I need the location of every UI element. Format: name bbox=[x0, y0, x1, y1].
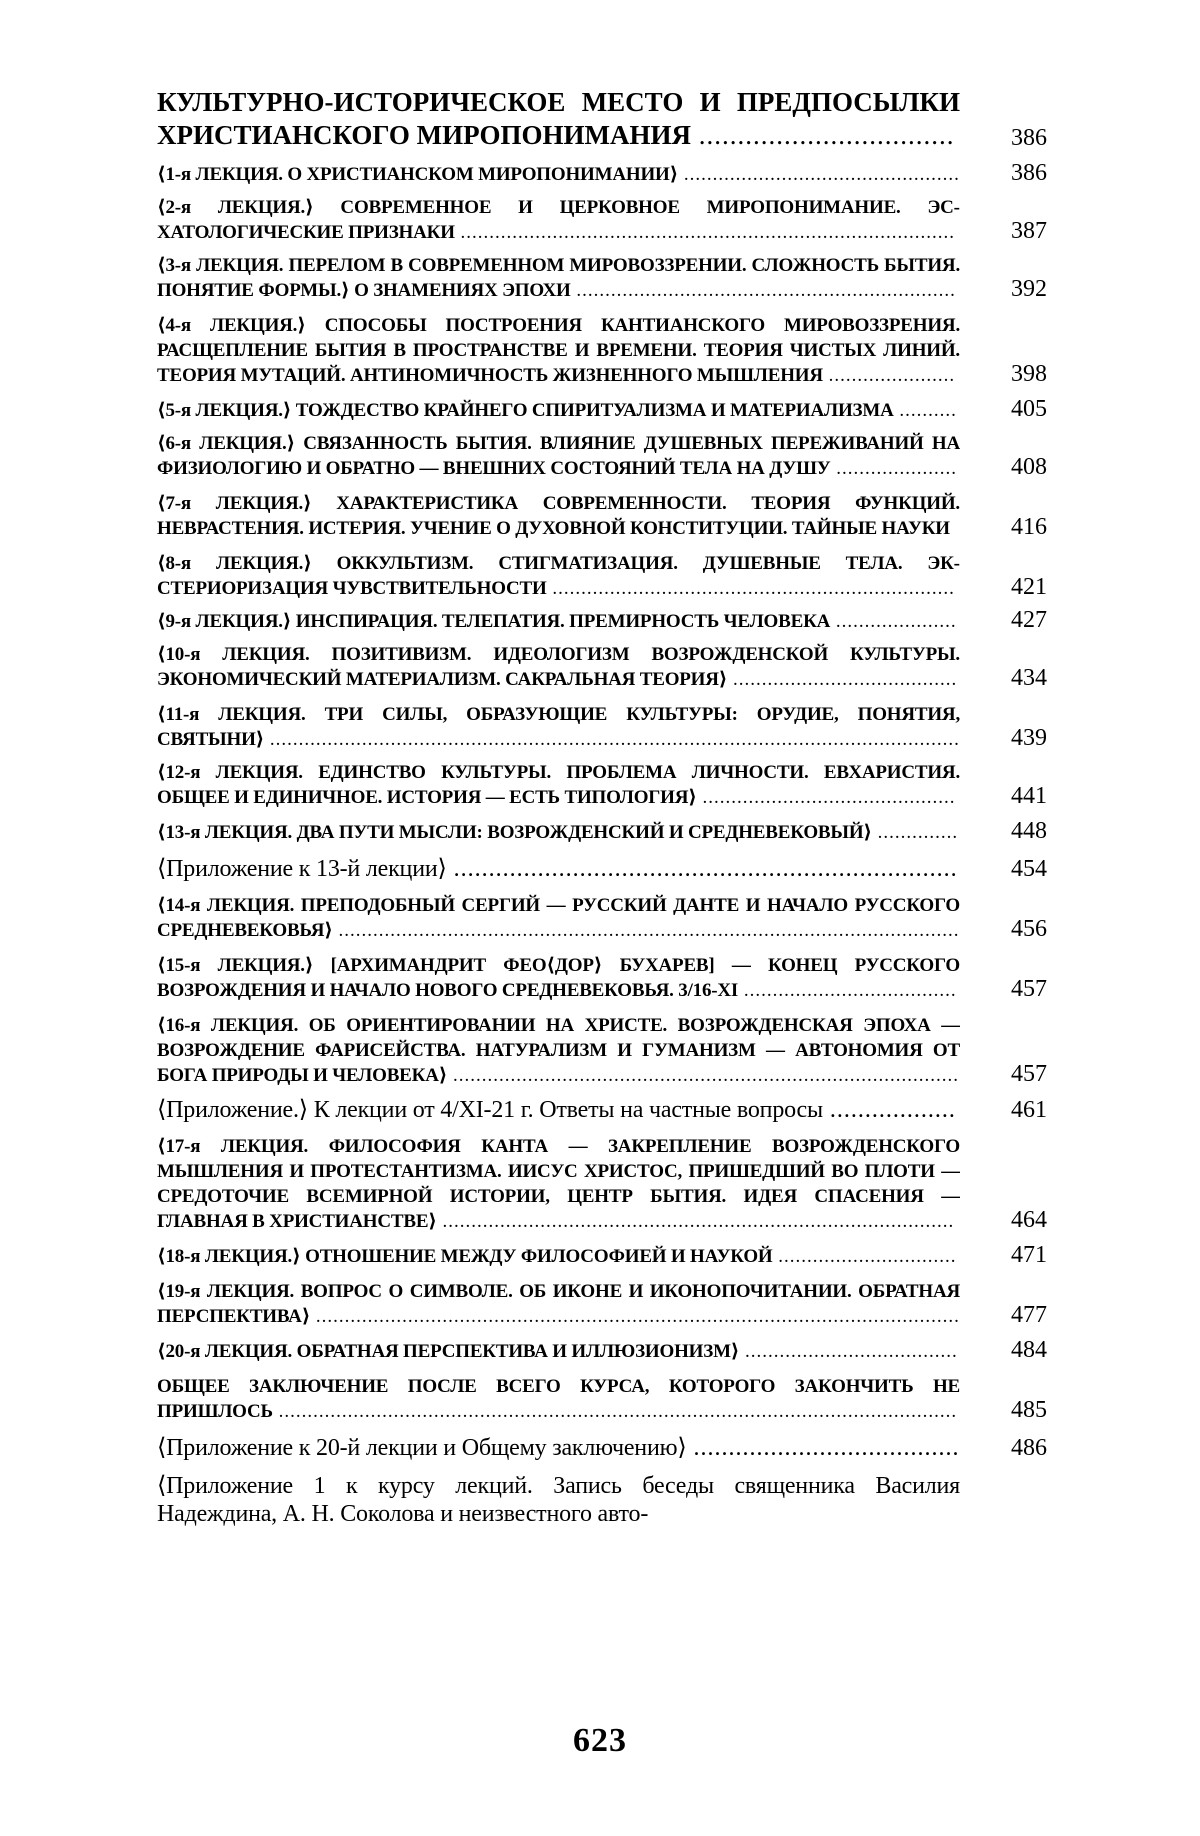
toc-page-number: 448 bbox=[1011, 818, 1047, 844]
toc-entry bbox=[157, 855, 1047, 883]
toc-entry-title: ⟨2-я ЛЕКЦИЯ.⟩ СОВРЕМЕННОЕ И ЦЕРКОВНОЕ МИРОПОНИМАНИЕ. ЭСХАТОЛОГИЧЕСКИЕ ПРИЗНАКИ ...................................................................................... bbox=[157, 197, 960, 243]
toc-leader-dots: ............................... bbox=[772, 1246, 957, 1267]
toc-entry-title: ⟨14-я ЛЕКЦИЯ. ПРЕПОДОБНЫЙ СЕРГИЙ — РУССКИЙ ДАНТЕ И НАЧАЛО РУССКОГО СРЕДНЕВЕКОВЬЯ⟩ ............................................................................................................ bbox=[157, 895, 960, 941]
toc-entry-title: КУЛЬТУРНО-ИСТОРИЧЕСКОЕ МЕСТО И ПРЕДПОСЫЛКИ ХРИСТИАНСКОГО МИРОПОНИМАНИЯ ................................. bbox=[157, 87, 960, 150]
toc-leader-dots: ....................................... bbox=[727, 669, 958, 690]
toc-entry-title: ⟨20-я ЛЕКЦИЯ. ОБРАТНАЯ ПЕРСПЕКТИВА И ИЛЛЮЗИОНИЗМ⟩ ..................................... bbox=[157, 1341, 958, 1362]
toc-entry bbox=[157, 398, 1047, 423]
toc-leader-dots: .............. bbox=[871, 822, 959, 843]
toc-page-number: 477 bbox=[1011, 1302, 1047, 1328]
toc-entry bbox=[157, 195, 1047, 245]
toc-entry bbox=[157, 609, 1047, 634]
toc-section-heading bbox=[157, 86, 1047, 152]
toc-entry bbox=[157, 431, 1047, 481]
toc-entry bbox=[157, 1434, 1047, 1462]
toc-leader-dots: ...................................... bbox=[686, 1435, 960, 1461]
toc-entry-title: ⟨16-я ЛЕКЦИЯ. ОБ ОРИЕНТИРОВАНИИ НА ХРИСТЕ. ВОЗРОЖДЕНСКАЯ ЭПОХА — ВОЗРОЖДЕНИЕ ФАРИСЕЙСТВА. НАТУРАЛИЗМ И ГУМАНИЗМ — АВТОНОМИЯ ОТ БОГА ПРИРОДЫ И ЧЕЛОВЕКА⟩ ........................................................................................ bbox=[157, 1015, 960, 1086]
toc-entry-title: ⟨9-я ЛЕКЦИЯ.⟩ ИНСПИРАЦИЯ. ТЕЛЕПАТИЯ. ПРЕМИРНОСТЬ ЧЕЛОВЕКА ..................... bbox=[157, 611, 957, 632]
toc-entry bbox=[157, 491, 1047, 541]
toc-page-number: 457 bbox=[1011, 1061, 1047, 1087]
toc-leader-dots: ................................................................................................................ bbox=[310, 1306, 960, 1327]
toc-entry-title: ⟨1-я ЛЕКЦИЯ. О ХРИСТИАНСКОМ МИРОПОНИМАНИИ⟩ ................................................ bbox=[157, 164, 960, 185]
toc-entry bbox=[157, 760, 1047, 810]
toc-entry-title: ⟨8-я ЛЕКЦИЯ.⟩ ОККУЛЬТИЗМ. СТИГМАТИЗАЦИЯ. ДУШЕВНЫЕ ТЕЛА. ЭКСТЕРИОРИЗАЦИЯ ЧУВСТВИТЕЛЬНОСТИ ...................................................................... bbox=[157, 553, 960, 599]
toc-entry bbox=[157, 1244, 1047, 1269]
toc-leader-dots: ...................... bbox=[822, 365, 956, 386]
toc-entry-title: ⟨Приложение к 13-й лекции⟩ ........................................................................ bbox=[157, 856, 958, 882]
toc-entry bbox=[157, 1374, 1047, 1424]
toc-page-number: 408 bbox=[1011, 454, 1047, 480]
toc-leader-dots: ..................................... bbox=[739, 1341, 958, 1362]
toc-entry bbox=[157, 642, 1047, 692]
toc-entry bbox=[157, 162, 1047, 187]
toc-page-number: 457 bbox=[1011, 976, 1047, 1002]
toc-page-number: 441 bbox=[1011, 783, 1047, 809]
toc-leader-dots: ................................................ bbox=[678, 164, 960, 185]
toc-entry-title: ⟨3-я ЛЕКЦИЯ. ПЕРЕЛОМ В СОВРЕМЕННОМ МИРОВОЗЗРЕНИИ. СЛОЖНОСТЬ БЫТИЯ. ПОНЯТИЕ ФОРМЫ.⟩ О ЗНАМЕНИЯХ ЭПОХИ .................................................................. bbox=[157, 255, 960, 301]
toc-page-number: 427 bbox=[1011, 607, 1047, 633]
page-number: 623 bbox=[573, 1722, 627, 1759]
toc-page-number: 434 bbox=[1011, 665, 1047, 691]
toc-entry-title: ⟨18-я ЛЕКЦИЯ.⟩ ОТНОШЕНИЕ МЕЖДУ ФИЛОСОФИЕЙ И НАУКОЙ ............................... bbox=[157, 1246, 957, 1267]
toc-leader-dots: ................................. bbox=[690, 120, 955, 150]
toc-entry bbox=[157, 1134, 1047, 1234]
toc-entry-title: ⟨4-я ЛЕКЦИЯ.⟩ СПОСОБЫ ПОСТРОЕНИЯ КАНТИАНСКОГО МИРОВОЗЗРЕНИЯ. РАСЩЕПЛЕНИЕ БЫТИЯ В ПРОСТРАНСТВЕ И ВРЕМЕНИ. ТЕОРИЯ ЧИСТЫХ ЛИНИЙ. ТЕОРИЯ МУТАЦИЙ. АНТИНОМИЧНОСТЬ ЖИЗНЕННОГО МЫШЛЕНИЯ ...................... bbox=[157, 315, 960, 386]
toc-leader-dots: ......................................................................................... bbox=[436, 1211, 955, 1232]
toc-leader-dots: ..................... bbox=[830, 611, 957, 632]
toc-page-number: 398 bbox=[1011, 361, 1047, 387]
toc-entry-title: ⟨5-я ЛЕКЦИЯ.⟩ ТОЖДЕСТВО КРАЙНЕГО СПИРИТУАЛИЗМА И МАТЕРИАЛИЗМА .......... bbox=[157, 400, 957, 421]
toc-page-number: 405 bbox=[1011, 396, 1047, 422]
toc-entry-title: ⟨Приложение.⟩ К лекции от 4/XI-21 г. Ответы на частные вопросы .................. bbox=[157, 1097, 956, 1123]
toc-leader-dots: ...................................................................................................................... bbox=[272, 1401, 958, 1422]
toc-entry bbox=[157, 702, 1047, 752]
toc-entry bbox=[157, 1339, 1047, 1364]
toc-leader-dots: .................................................................. bbox=[570, 280, 956, 301]
toc-page-number: 386 bbox=[1011, 125, 1047, 151]
toc-leader-dots: ........................................................................ bbox=[446, 856, 958, 882]
toc-page-number: 392 bbox=[1011, 276, 1047, 302]
toc-leader-dots: ..................................... bbox=[738, 980, 957, 1001]
toc-entry-title: ОБЩЕЕ ЗАКЛЮЧЕНИЕ ПОСЛЕ ВСЕГО КУРСА, КОТОРОГО ЗАКОНЧИТЬ НЕ ПРИШЛОСЬ ...................................................................................................................... bbox=[157, 1376, 960, 1422]
toc-entry bbox=[157, 253, 1047, 303]
toc-page-number: 464 bbox=[1011, 1207, 1047, 1233]
toc-entry-title: ⟨12-я ЛЕКЦИЯ. ЕДИНСТВО КУЛЬТУРЫ. ПРОБЛЕМА ЛИЧНОСТИ. ЕВХАРИСТИЯ. ОБЩЕЕ И ЕДИНИЧНОЕ. ИСТОРИЯ — ЕСТЬ ТИПОЛОГИЯ⟩ ............................................ bbox=[157, 762, 960, 808]
toc-leader-dots: ............................................................................................................ bbox=[332, 920, 960, 941]
toc-entry-title: ⟨Приложение 1 к курсу лекций. Запись беседы священника Василия Надеждина, А. Н. Соколова и неизвестного авто- bbox=[157, 1473, 960, 1527]
toc-page-number: 485 bbox=[1011, 1397, 1047, 1423]
toc-entry bbox=[157, 893, 1047, 943]
toc-page-number: 461 bbox=[1011, 1097, 1047, 1123]
toc-page-number: 486 bbox=[1011, 1435, 1047, 1461]
toc-entry bbox=[157, 1013, 1047, 1088]
toc-entry-title: ⟨7-я ЛЕКЦИЯ.⟩ ХАРАКТЕРИСТИКА СОВРЕМЕННОСТИ. ТЕОРИЯ ФУНКЦИЙ. НЕВРАСТЕНИЯ. ИСТЕРИЯ. УЧЕНИЕ О ДУХОВНОЙ КОНСТИТУЦИИ. ТАЙНЫЕ НАУКИ bbox=[157, 493, 960, 539]
toc-leader-dots: ........................................................................................................................ bbox=[264, 729, 960, 750]
toc-leader-dots: ............................................ bbox=[696, 787, 956, 808]
toc-page-number: 421 bbox=[1011, 574, 1047, 600]
toc-entry-title: ⟨17-я ЛЕКЦИЯ. ФИЛОСОФИЯ КАНТА — ЗАКРЕПЛЕНИЕ ВОЗРОЖДЕНСКОГО МЫШЛЕНИЯ И ПРОТЕСТАНТИЗМА. ИИСУС ХРИСТОС, ПРИШЕДШИЙ ВО ПЛОТИ — СРЕДОТОЧИЕ ВСЕМИРНОЙ ИСТОРИИ, ЦЕНТР БЫТИЯ. ИДЕЯ СПАСЕНИЯ — ГЛАВНАЯ В ХРИСТИАНСТВЕ⟩ ......................................................................................... bbox=[157, 1136, 960, 1232]
toc-leader-dots: ........................................................................................ bbox=[447, 1065, 959, 1086]
toc-leader-dots: ..................... bbox=[830, 458, 957, 479]
toc-entry-title: ⟨15-я ЛЕКЦИЯ.⟩ [АРХИМАНДРИТ ФЕО⟨ДОР⟩ БУХАРЕВ] — КОНЕЦ РУССКОГО ВОЗРОЖДЕНИЯ И НАЧАЛО НОВОГО СРЕДНЕВЕКОВЬЯ. 3/16-XI ..................................... bbox=[157, 955, 960, 1001]
toc-entry-title: ⟨13-я ЛЕКЦИЯ. ДВА ПУТИ МЫСЛИ: ВОЗРОЖДЕНСКИЙ И СРЕДНЕВЕКОВЫЙ⟩ .............. bbox=[157, 822, 959, 843]
toc-leader-dots: .................. bbox=[822, 1097, 956, 1123]
table-of-contents bbox=[157, 78, 1047, 1528]
toc-leader-dots: .......... bbox=[893, 400, 957, 421]
toc-entry-title: ⟨11-я ЛЕКЦИЯ. ТРИ СИЛЫ, ОБРАЗУЮЩИЕ КУЛЬТУРЫ: ОРУДИЕ, ПОНЯТИЯ, СВЯТЫНИ⟩ ........................................................................................................................ bbox=[157, 704, 960, 750]
toc-entry bbox=[157, 820, 1047, 845]
toc-page-number: 456 bbox=[1011, 916, 1047, 942]
toc-entry bbox=[157, 551, 1047, 601]
toc-page-number: 387 bbox=[1011, 218, 1047, 244]
toc-entry bbox=[157, 953, 1047, 1003]
toc-page-number: 484 bbox=[1011, 1337, 1047, 1363]
toc-entry-title: ⟨10-я ЛЕКЦИЯ. ПОЗИТИВИЗМ. ИДЕОЛОГИЗМ ВОЗРОЖДЕНСКОЙ КУЛЬТУРЫ. ЭКОНОМИЧЕСКИЙ МАТЕРИАЛИЗМ. САКРАЛЬНАЯ ТЕОРИЯ⟩ ....................................... bbox=[157, 644, 960, 690]
toc-entry bbox=[157, 313, 1047, 388]
toc-entry bbox=[157, 1472, 1047, 1528]
toc-page-number: 439 bbox=[1011, 725, 1047, 751]
toc-entry bbox=[157, 1279, 1047, 1329]
toc-leader-dots: ...................................................................................... bbox=[454, 222, 956, 243]
toc-entry-title: ⟨19-я ЛЕКЦИЯ. ВОПРОС О СИМВОЛЕ. ОБ ИКОНЕ И ИКОНОПОЧИТАНИИ. ОБРАТНАЯ ПЕРСПЕКТИВА⟩ ................................................................................................................ bbox=[157, 1281, 960, 1327]
toc-entry-title: ⟨Приложение к 20-й лекции и Общему заключению⟩ ...................................... bbox=[157, 1435, 960, 1461]
toc-entry bbox=[157, 1096, 1047, 1124]
toc-page-number: 471 bbox=[1011, 1242, 1047, 1268]
toc-leader-dots: ...................................................................... bbox=[546, 578, 955, 599]
toc-page-number: 386 bbox=[1011, 160, 1047, 186]
toc-entry-title: ⟨6-я ЛЕКЦИЯ.⟩ СВЯЗАННОСТЬ БЫТИЯ. ВЛИЯНИЕ ДУШЕВНЫХ ПЕРЕЖИВАНИЙ НА ФИЗИОЛОГИЮ И ОБРАТНО — ВНЕШНИХ СОСТОЯНИЙ ТЕЛА НА ДУШУ ..................... bbox=[157, 433, 960, 479]
toc-page-number: 454 bbox=[1011, 856, 1047, 882]
toc-page-number: 416 bbox=[1011, 514, 1047, 540]
